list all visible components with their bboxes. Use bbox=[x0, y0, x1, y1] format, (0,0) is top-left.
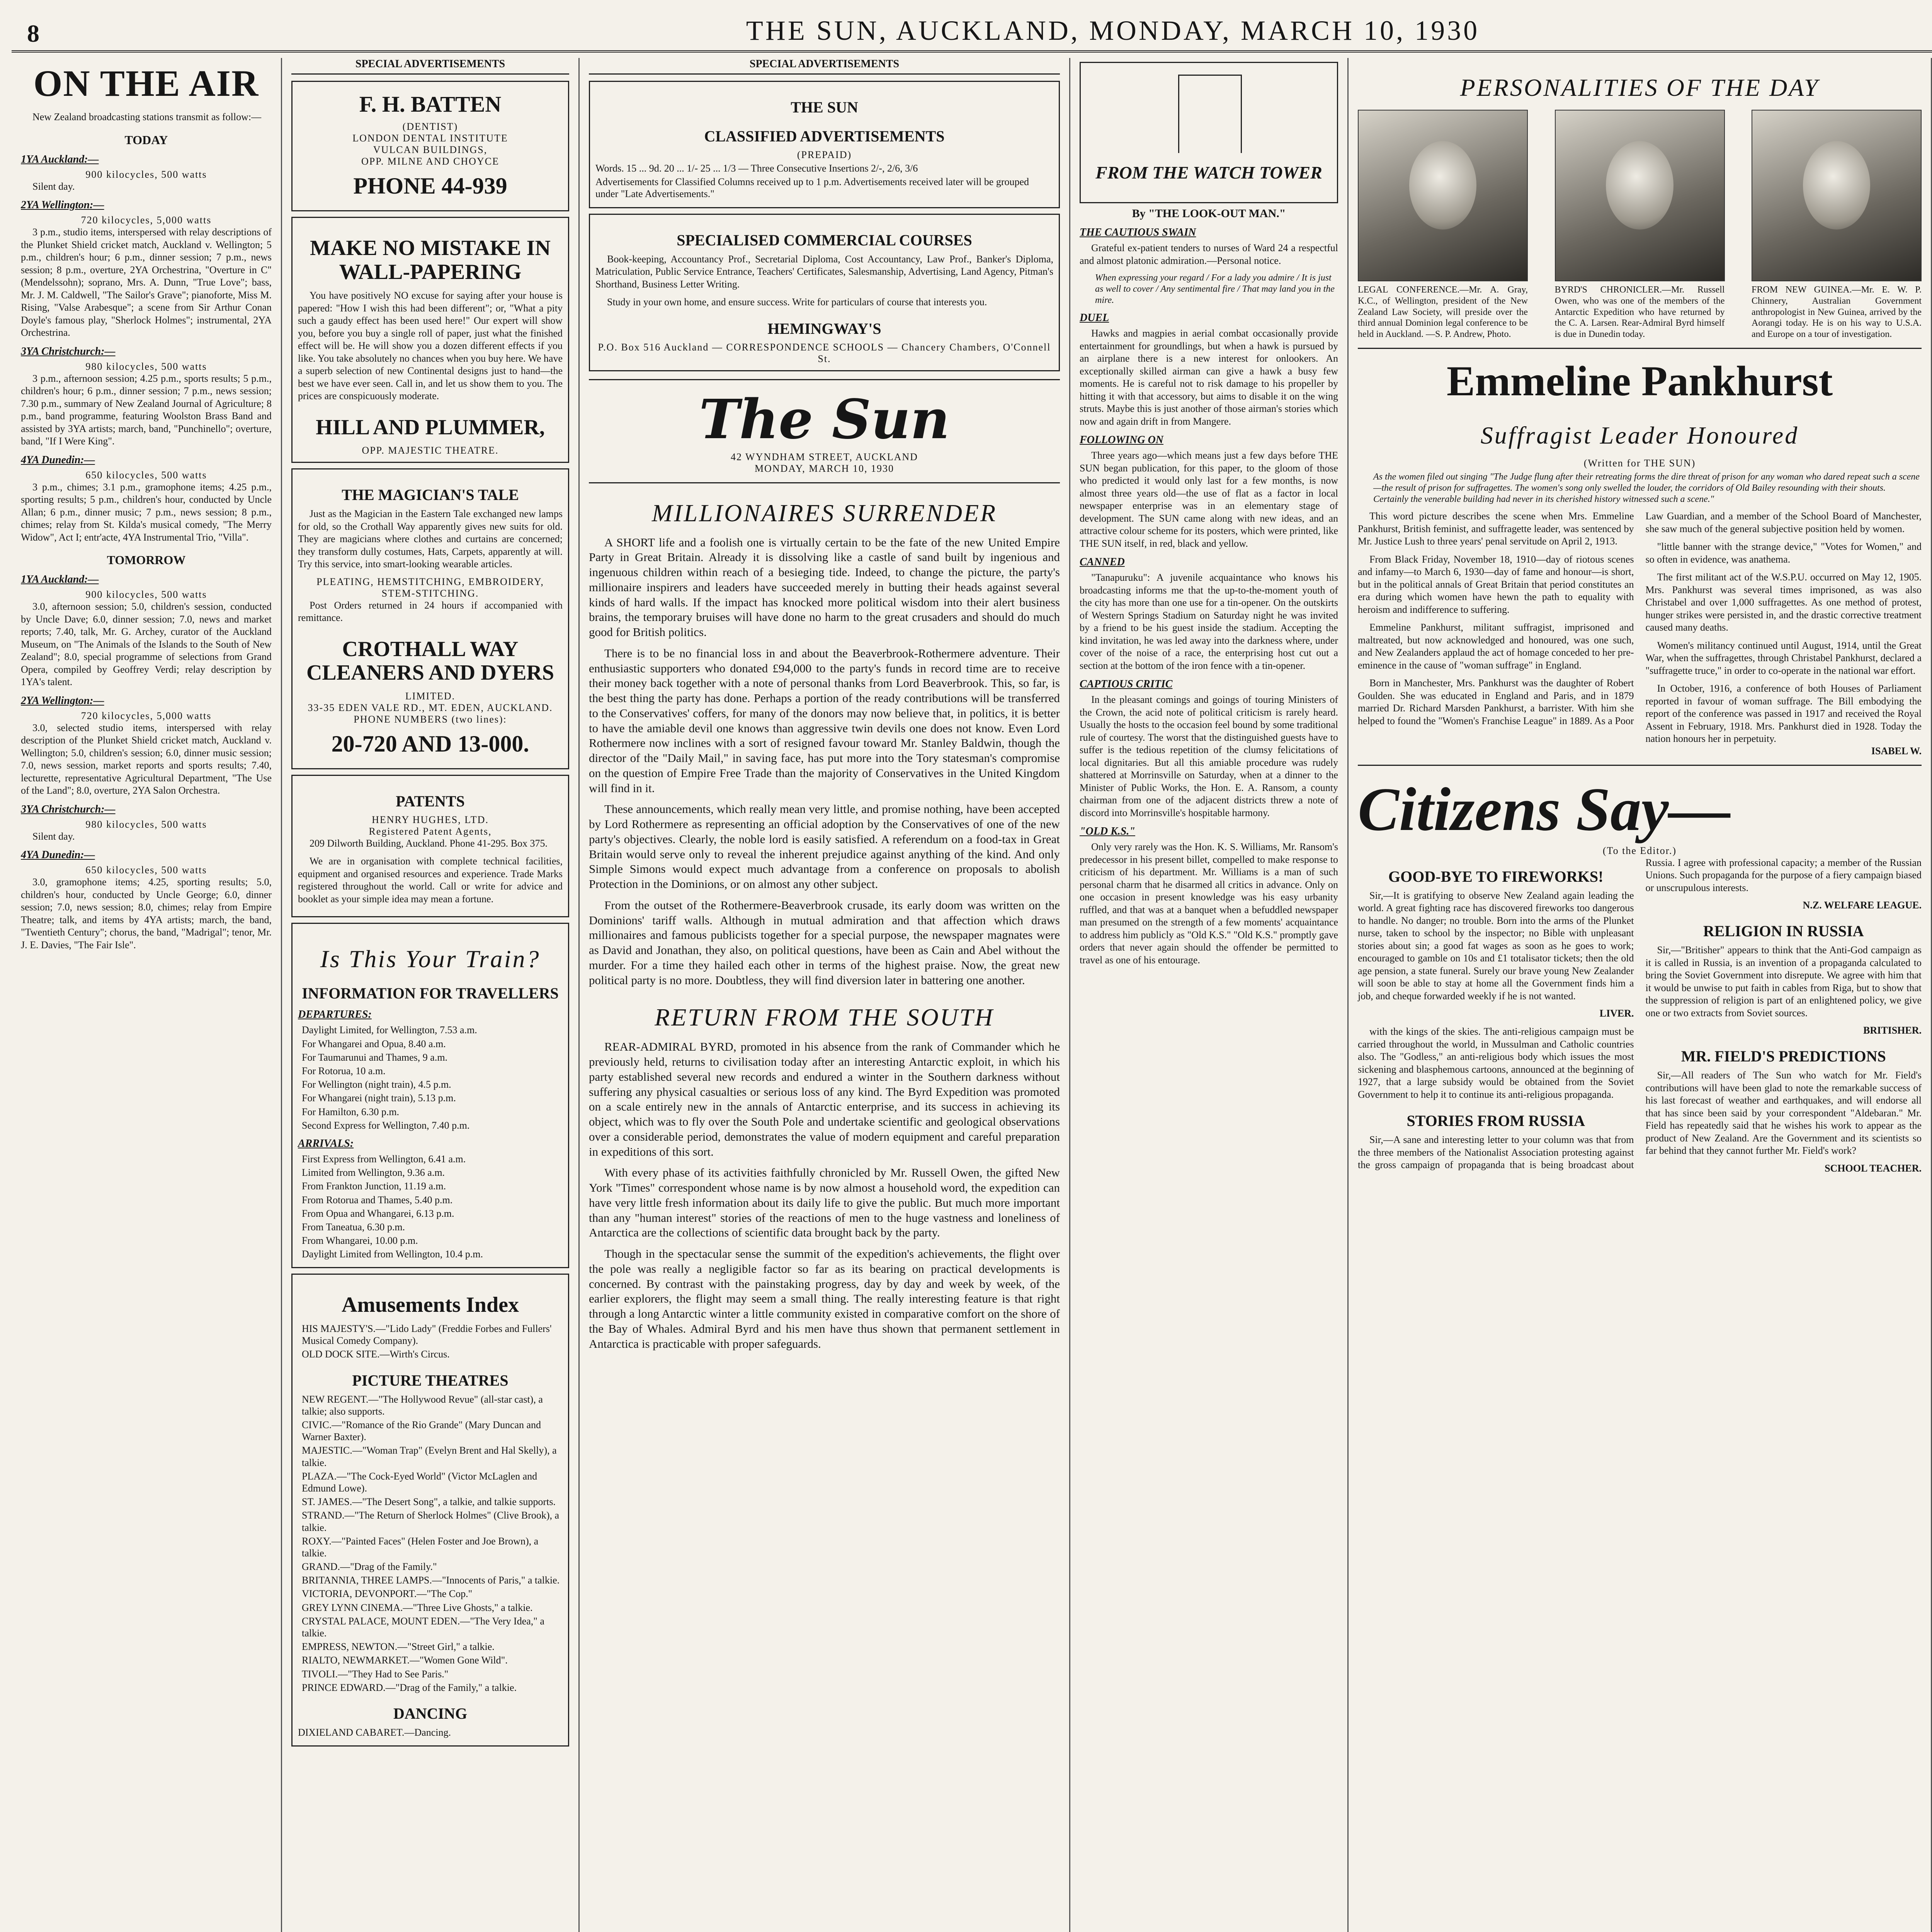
courses-title: SPECIALISED COMMERCIAL COURSES bbox=[677, 231, 972, 249]
letter-title: MR. FIELD'S PREDICTIONS bbox=[1681, 1048, 1886, 1065]
arrival-item: From Taneatua, 6.30 p.m. bbox=[302, 1221, 405, 1233]
departure-item: Daylight Limited, for Wellington, 7.53 a.m. bbox=[302, 1024, 477, 1036]
photo-owen bbox=[1555, 110, 1725, 340]
station-name: 3YA Christchurch:— bbox=[21, 803, 116, 815]
wallpaper-address: OPP. MAJESTIC THEATRE. bbox=[362, 445, 499, 456]
arrival-item: From Rotorua and Thames, 5.40 p.m. bbox=[302, 1194, 453, 1206]
column-personalities bbox=[1349, 58, 1932, 1932]
letter-title: RELIGION IN RUSSIA bbox=[1703, 922, 1864, 940]
station-programme: Silent day. bbox=[32, 830, 75, 842]
portrait-image bbox=[1752, 110, 1922, 281]
pankhurst-quote: As the women filed out singing "The Judge flung after their retreating forms the dire threat of prison for any woman who dared repeat such a scene—the result of prison for suffragettes. The women's song only swelled the louder, the corridors of Old Bailey resounding with their shouts. Certainly the venerable building had never in its cherished history witnessed such a scene." bbox=[1373, 471, 1920, 504]
amusement-item: OLD DOCK SITE.—Wirth's Circus. bbox=[302, 1349, 450, 1360]
editorial-paragraph: A SHORT life and a foolish one is virtually certain to be the fate of the new United Empire Party in Great Britain. Already it is dissolving like a castle of sand built by ingenious and ingenuous children within reach of a besieging tide. Indeed, to change the picture, the party's millionaire inspirers and leaders have succeeded merely in butting their heads against several kinds of hard walls. If the impact has knocked more political wisdom into their alert business brains, the temporary bruises will have done no harm to the great crusaders and should do much good for British politics. bbox=[589, 535, 1060, 639]
arrival-item: From Whangarei, 10.00 p.m. bbox=[302, 1235, 418, 1247]
patents-text: We are in organisation with complete technical facilities, equipment and organised resources and experience. Trade Marks registered throughout the world. Call or write for advice and booklet as your simple idea may mean a fortune. bbox=[298, 855, 563, 905]
amusements-index bbox=[291, 1274, 569, 1747]
watch-section-text: Grateful ex-patient tenders to nurses of Ward 24 a respectful and almost platonic admiration.—Personal notice. bbox=[1080, 242, 1338, 266]
theatre-item: TIVOLI.—"They Had to See Paris." bbox=[302, 1668, 449, 1680]
photo-gray bbox=[1358, 110, 1528, 340]
magician-note: Post Orders returned in 24 hours if accompanied with remittance. bbox=[298, 599, 563, 624]
letter-signature: SCHOOL TEACHER. bbox=[1825, 1162, 1922, 1174]
letter-text: Sir,—A sane and interesting letter to your column was that from the three members of the Nationalist Association protesting against the gross campaign of propaganda that is being broadcast about Russia. I agree with professional capacity; a member of the Russian Unions. Such propaganda for the purpose of a fiery campaign biased or unscrupulous interests. bbox=[1358, 857, 1922, 1171]
masthead bbox=[12, 8, 1932, 53]
courses-address: P.O. Box 516 Auckland — CORRESPONDENCE SCHOOLS — Chancery Chambers, O'Connell St. bbox=[598, 341, 1051, 364]
batten-line1: LONDON DENTAL INSTITUTE bbox=[352, 133, 508, 144]
station-frequency: 650 kilocycles, 500 watts bbox=[85, 864, 207, 876]
on-the-air-intro: New Zealand broadcasting stations transmit as follow:— bbox=[32, 111, 262, 122]
courses-firm: HEMINGWAY'S bbox=[767, 320, 881, 337]
wallpaper-ad bbox=[291, 217, 569, 463]
portrait-image bbox=[1358, 110, 1528, 281]
station-frequency: 720 kilocycles, 5,000 watts bbox=[81, 710, 212, 721]
pankhurst-paragraph: From Black Friday, November 18, 1910—day of riotous scenes and infamy—to March 6, 1930—day of fame and honour—is short, but in the political annals of Great Britain that period constitutes an era during which women have hewn the path to equality with heroism and indifference to suffering. bbox=[1358, 553, 1634, 615]
arrival-item: Limited from Wellington, 9.36 a.m. bbox=[302, 1167, 445, 1179]
theatre-item: NEW REGENT.—"The Hollywood Revue" (all-star cast), a talkie; also supports. bbox=[302, 1393, 543, 1417]
photo-chinnery bbox=[1752, 110, 1922, 340]
train-title: Is This Your Train? bbox=[320, 945, 541, 973]
patents-address: 209 Dilworth Building, Auckland. Phone 41-295. Box 375. bbox=[310, 837, 548, 849]
theatre-item: GREY LYNN CINEMA.—"Three Live Ghosts," a talkie. bbox=[302, 1602, 533, 1613]
column-editorials bbox=[580, 58, 1070, 1932]
dance-item: DIXIELAND CABARET.—Dancing. bbox=[298, 1726, 451, 1738]
masthead-title: THE SUN, AUCKLAND, MONDAY, MARCH 10, 1930 bbox=[746, 15, 1480, 46]
train-info bbox=[291, 923, 569, 1268]
letter-signature: N.Z. WELFARE LEAGUE. bbox=[1803, 900, 1922, 911]
on-the-air-title: ON THE AIR bbox=[33, 63, 259, 104]
magician-text: Just as the Magician in the Eastern Tale exchanged new lamps for old, so the Crothall Way apparently gives new suits for old. They are magicians where clothes and curtains are concerned; they transform dully costumes, Hats, Carpets, apparently at will. Try this service, into smart-looking wearable articles. bbox=[298, 508, 563, 570]
batten-phone: PHONE 44-939 bbox=[353, 173, 507, 199]
crothall-firm: CROTHALL WAY CLEANERS AND DYERS bbox=[306, 637, 554, 685]
pankhurst-signature: ISABEL W. bbox=[1871, 745, 1922, 757]
batten-line3: OPP. MILNE AND CHOYCE bbox=[361, 156, 499, 167]
pankhurst-paragraph: In October, 1916, a conference of both Houses of Parliament reported in favour of woman suffrage. The Bill embodying the report of the conference was passed in 1917 and received the Royal Assent in February, 1918. Mrs. Pankhurst died in 1928. Today the nation honours her in perpetuity. bbox=[1645, 683, 1922, 745]
letter-signature: LIVER. bbox=[1599, 1008, 1634, 1019]
arrivals-heading: ARRIVALS: bbox=[298, 1137, 354, 1150]
letter-title: STORIES FROM RUSSIA bbox=[1406, 1112, 1585, 1130]
sun-address: 42 WYNDHAM STREET, AUCKLAND bbox=[731, 451, 918, 463]
station-frequency: 720 kilocycles, 5,000 watts bbox=[81, 214, 212, 226]
arrival-item: First Express from Wellington, 6.41 a.m. bbox=[302, 1153, 466, 1165]
column-watch-tower bbox=[1070, 58, 1349, 1932]
tomorrow-heading: TOMORROW bbox=[107, 553, 186, 567]
amusements-title: Amusements Index bbox=[342, 1293, 519, 1317]
station-name: 1YA Auckland:— bbox=[21, 573, 99, 585]
departure-item: For Hamilton, 6.30 p.m. bbox=[302, 1106, 400, 1117]
watch-tower-illustration bbox=[1080, 62, 1338, 203]
editorial-paragraph: With every phase of its activities faithfully chronicled by Mr. Russell Owen, the gifted New York "Times" correspondent whose name is by now almost a household word, the expedition can have very little fresh information about its daily life to give the public. But much more important than any "human interest" stories of the reactions of men to the huge vastness and loneliness of Antarctica are the collections of scientific data brought back by the party. bbox=[589, 1166, 1060, 1240]
batten-name: F. H. BATTEN bbox=[359, 92, 502, 117]
crothall-phones-label: PHONE NUMBERS (two lines): bbox=[354, 713, 507, 725]
train-sub: INFORMATION FOR TRAVELLERS bbox=[302, 985, 559, 1002]
amusement-item: HIS MAJESTY'S.—"Lido Lady" (Freddie Forbes and Fullers' Musical Comedy Company). bbox=[302, 1323, 552, 1347]
patents-sub: Registered Patent Agents, bbox=[369, 825, 492, 837]
station-programme: 3 p.m., afternoon session; 4.25 p.m., sports results; 5 p.m., children's hour; 6 p.m., dinner session; 7 p.m., news session; 7.30 p.m., summary of New Zealand Journal of Agriculture; 8 p.m., band programme, featuring Woolston Brass Band and assisted by 3YA artists; march, band, "Punchinello"; overture, band, "If I Were King". bbox=[21, 372, 272, 447]
station-name: 4YA Dunedin:— bbox=[21, 454, 95, 466]
letter-continuation: with the kings of the skies. The anti-religious campaign must be carried throughout the world, in Mussulman and Catholic countries also. The "Godless," an anti-religious body which issues the most sickening and blasphemous cartoons, announced at the beginning of 1927, that a large subsidy would be obtained from the Soviet Government to help it to continue its anti-religious propaganda. bbox=[1358, 1026, 1634, 1100]
station-frequency: 900 kilocycles, 500 watts bbox=[85, 168, 207, 180]
letter-signature: BRITISHER. bbox=[1863, 1025, 1922, 1036]
theatre-item: PRINCE EDWARD.—"Drag of the Family," a talkie. bbox=[302, 1682, 517, 1693]
watch-tower-byline: By "THE LOOK-OUT MAN." bbox=[1132, 207, 1286, 220]
batten-line2: VULCAN BUILDINGS, bbox=[373, 144, 488, 155]
arrival-item: From Opua and Whangarei, 6.13 p.m. bbox=[302, 1208, 454, 1219]
letter-title: GOOD-BYE TO FIREWORKS! bbox=[1388, 867, 1604, 885]
page-number: 8 bbox=[27, 20, 39, 47]
magician-services: PLEATING, HEMSTITCHING, EMBROIDERY, STEM-STITCHING. bbox=[316, 576, 544, 599]
theatre-item: MAJESTIC.—"Woman Trap" (Evelyn Brent and Hal Skelly), a talkie. bbox=[302, 1445, 557, 1468]
special-ads-header: SPECIAL ADVERTISEMENTS bbox=[291, 58, 569, 75]
watch-section-text: Hawks and magpies in aerial combat occasionally provide entertainment for groundlings, but when a hawk is pursued by an airplane there is a new interest for onlookers. An exceptionally skilled airman can give a hawk a busy few moments. He is careful not to risk damage to his propeller by hitting it with that accessory, but aims to disable it on the wing struts. Maybe this is just another of those airman's stories which now and again drift in from Mangere. bbox=[1080, 328, 1338, 427]
photo-caption: FROM NEW GUINEA.—Mr. E. W. P. Chinnery, Australian Government anthropologist in New Guinea, arrived by the Aorangi today. He is on his way to U.S.A. and Europe on a tour of investigation. bbox=[1752, 285, 1922, 340]
station-frequency: 980 kilocycles, 500 watts bbox=[85, 361, 207, 372]
arrival-item: Daylight Limited from Wellington, 10.4 p.m. bbox=[302, 1248, 483, 1260]
departures-heading: DEPARTURES: bbox=[298, 1009, 372, 1021]
theatre-item: PLAZA.—"The Cock-Eyed World" (Victor McLaglen and Edmund Lowe). bbox=[302, 1470, 537, 1494]
theatre-item: ROXY.—"Painted Faces" (Helen Foster and Joe Brown), a talkie. bbox=[302, 1535, 539, 1559]
station-name: 3YA Christchurch:— bbox=[21, 345, 116, 357]
watch-section-text: Only very rarely was the Hon. K. S. Williams, Mr. Ransom's predecessor in his present billet, compelled to make response to criticism of his department. Mr. Williams is a man of such personal charm that he disarmed all critics in advance. Only on one occasion in present knowledge was his easy urbanity ruffled, and that was at a banquet when a befuddled newspaper man presumed on the strength of a few moments' acquaintance to address him publicly as "Old K.S." "Old K.S." promptly gave orders that never again should the offender be permitted to travel as one of his entourage. bbox=[1080, 841, 1338, 966]
personality-photos bbox=[1358, 110, 1922, 340]
watch-section-text: "Tanapuruku": A juvenile acquaintance who knows his broadcasting informs me that the up-to-the-moment youth of the city has more than one use for a tin-opener. On the outskirts of Western Springs Stadium on Saturday night he was invited by a friend to be his guest inside the stadium. Accepting the kind invitation, he was led away into the darkness where, under cover of the noise of a race, the enterprising host cut out a section at the bottom of the iron fence with a tin-opener. bbox=[1080, 572, 1338, 671]
theatre-item: GRAND.—"Drag of the Family." bbox=[302, 1561, 437, 1573]
courses-text: Book-keeping, Accountancy Prof., Secretarial Diploma, Cost Accountancy, Law Prof., Banker's Diploma, Matriculation, Public Service Entrance, Teachers' Certificates, Salesmanship, Advertising, Land Agency, Pitman's Shorthand, Business Letter Writing. bbox=[595, 253, 1053, 290]
pankhurst-written: (Written for THE SUN) bbox=[1583, 457, 1696, 469]
pankhurst-title: Emmeline Pankhurst bbox=[1446, 357, 1833, 405]
editorial-paragraph: There is to be no financial loss in and about the Beaverbrook-Rothermere adventure. Their enthusiastic supporters who donated £94,000 to the party's funds in record time are to receive their money back together with a note of personal thanks from Lord Beaverbrook. This, so far, is the best thing the party has done. Perhaps a portion of the ready contributions will be transferred to the Conservatives' coffers, for many of the donors may now believe that, in politics, it is better to have the amiable devil one knows than aggressive twin devils one does not know. Even Lord Rothermere now inclines with a sort of resigned favour toward Mr. Stanley Baldwin, though the director of the "Daily Mail," in saving face, has put more into the Tory statesman's compromise on the question of Empire Free Trade than the majority of Conservatives in the United Kingdom will find in it. bbox=[589, 646, 1060, 795]
station-frequency: 650 kilocycles, 500 watts bbox=[85, 469, 207, 481]
editorial-paragraph: REAR-ADMIRAL BYRD, promoted in his absence from the rank of Commander which he previously held, returns to civilisation today after an interesting Antarctic exploit, in which his party established several new records and endured a winter in the Southern darkness without suffering any physical casualties or serious loss of any kind. The Byrd Expedition was promoted on a scale entirely new in the annals of Antarctic enterprise, and its success in achieving its object, which was to fly over the South Pole and undertake scientific and geological observations over a considerable period, demonstrates the value of modern equipment and careful preparation in expeditions of this sort. bbox=[589, 1040, 1060, 1158]
classified-note: Advertisements for Classified Columns received up to 1 p.m. Advertisements received later will be grouped under "Late Advertisements." bbox=[595, 176, 1029, 200]
crothall-address: 33-35 EDEN VALE RD., MT. EDEN, AUCKLAND. bbox=[308, 702, 553, 713]
theatre-item: CRYSTAL PALACE, MOUNT EDEN.—"The Very Idea," a talkie. bbox=[302, 1615, 544, 1639]
pankhurst-paragraph: Emmeline Pankhurst, militant suffragist, imprisoned and maltreated, but now acknowledged and honoured, was one such, and New Zealanders applaud the act of homage conceded to her pre-eminence in the cause of "woman suffrage" in England. bbox=[1358, 622, 1634, 671]
crothall-ad bbox=[291, 468, 569, 769]
pankhurst-sub: Suffragist Leader Honoured bbox=[1480, 421, 1799, 449]
watch-section-text: Three years ago—which means just a few days before THE SUN began publication, for this paper, to the gloom of those who predicted it would only last for a few months, is now almost three years old—the use of flat as a factor in local newspaper enterprise was in an elementary stage of development. The SUN came along with new ideas, and an attractive colour scheme for its posters, which were printed, like THE SUN itself, in red, black and yellow. bbox=[1080, 450, 1338, 549]
batten-role: (DENTIST) bbox=[402, 121, 458, 132]
theatre-item: STRAND.—"The Return of Sherlock Holmes" (Clive Brook), a talkie. bbox=[302, 1510, 560, 1533]
patents-firm: HENRY HUGHES, LTD. bbox=[372, 814, 489, 825]
departure-item: Second Express for Wellington, 7.40 p.m. bbox=[302, 1119, 470, 1131]
station-name: 2YA Wellington:— bbox=[21, 199, 104, 211]
letter-text: Sir,—It is gratifying to observe New Zealand again leading the world. A great fighting race has discovered fireworks too dangerous to handle. No danger; no trouble. Born into the arms of the Plunket nurse, taken to school by the inspector; no Bible with unpleasant stories about sin; a good fat wages as soon as he goes to work; encouraged to gamble on 10s and £1 totalisator tickets; then the old age pension, a state funeral. Surely our brave young New Zealander will soon be able to stay at home all the Government finds him a job, and cheque forwarded weekly if he is not wanted. bbox=[1358, 889, 1634, 1002]
patents-ad bbox=[291, 775, 569, 918]
watch-section-title: DUEL bbox=[1080, 312, 1109, 324]
sun-date: MONDAY, MARCH 10, 1930 bbox=[754, 463, 895, 474]
departure-item: For Whangarei (night train), 5.13 p.m. bbox=[302, 1092, 456, 1104]
classified-t3: (PREPAID) bbox=[797, 149, 852, 160]
watch-section-title: FOLLOWING ON bbox=[1080, 434, 1163, 446]
station-programme: Silent day. bbox=[32, 180, 75, 192]
commercial-courses-ad bbox=[589, 214, 1060, 371]
station-programme: 3.0, afternoon session; 5.0, children's session, conducted by Uncle Dave; 6.0, dinner session; 7.0, news and market reports; 7.40, talk, Mr. G. Archey, curator of the Auckland Museum, on "The Animals of the Islands to the South of New Zealand"; 8.0, special programme of selections from Grand Opera, compiled by Geoffrey Verdi; relay description by 1YA's talent. bbox=[21, 601, 272, 687]
portrait-image bbox=[1555, 110, 1725, 281]
theatre-item: BRITANNIA, THREE LAMPS.—"Innocents of Paris," a talkie. bbox=[302, 1575, 560, 1586]
letter-text: Sir,—"Britisher" appears to think that the Anti-God campaign as it is called in Russia, is an invention of a propaganda calculated to bring the Soviet Government into disrepute. We agree with him that it would be unwise to put faith in cables from Riga, but to show that the suppression of religion is part of an enlightened policy, we give one or two extracts from Soviet sources. bbox=[1645, 944, 1922, 1019]
column-on-the-air bbox=[12, 58, 282, 1932]
editorial-paragraph: Though in the spectacular sense the summit of the expedition's achievements, the flight over the pole was really a negligible factor so far as its bearing on practical developments is concerned. By contrast with the painstaking progress, day by day and week by week, of the earlier explorers, the flight may seem a small thing. The really interesting feature is that right through a long Antarctic winter a little community existed in comparative comfort on the shore of the Bay of Whales. Admiral Byrd and his men have thus shown that permanent settlement in Antarctica is practicable with proper safeguards. bbox=[589, 1247, 1060, 1350]
watch-section-title: CAPTIOUS CRITIC bbox=[1080, 678, 1173, 690]
station-name: 2YA Wellington:— bbox=[21, 694, 104, 707]
classified-t1: THE SUN bbox=[791, 99, 858, 116]
editorial-paragraph: From the outset of the Rothermere-Beaverbrook crusade, its early doom was written on the Dominions' tariff walls. Although in mutual admiration and that affection which draws millionaires and famous publicists together for a special purpose, the newspaper magnates were as David and Jonathan, they also, on political questions, have been as Cain and Abel without the murder. For a time they hailed each other in terms of the highest praise. Now, the great new political party is no more. Doubtless, they will find diversion later in battering one another. bbox=[589, 898, 1060, 987]
wallpaper-title: MAKE NO MISTAKE IN WALL-PAPERING bbox=[310, 236, 551, 284]
crothall-numbers: 20-720 AND 13-000. bbox=[331, 731, 529, 757]
crothall-ltd: LIMITED. bbox=[405, 690, 456, 702]
wallpaper-firm: HILL AND PLUMMER, bbox=[316, 415, 545, 439]
wallpaper-text: You have positively NO excuse for saying after your house is papered: "How I wish this had been different"; or, "What a pity such a gaudy effect has been used here!" Our expert will show you, before you buy a single roll of paper, just what the finished effect will be. He will show you a dozen different effects if you like. You take absolutely no chances when you buy here. We have a superb selection of new Continental designs just to hand—the best we have ever seen. Call in, and let us show them to you. The prices are conspicuously moderate. bbox=[298, 290, 563, 402]
today-heading: TODAY bbox=[124, 133, 168, 147]
editorial-1-title: MILLIONAIRES SURRENDER bbox=[651, 499, 997, 527]
sun-logo: The Sun bbox=[699, 388, 950, 451]
picture-theatres-heading: PICTURE THEATRES bbox=[352, 1371, 509, 1389]
station-name: 1YA Auckland:— bbox=[21, 153, 99, 165]
theatre-item: VICTORIA, DEVONPORT.—"The Cop." bbox=[302, 1588, 473, 1600]
watch-section-verse: When expressing your regard / For a lady you admire / It is just as well to cover / Any sentimental fire / That may land you in the mire. bbox=[1095, 273, 1335, 305]
theatre-item: CIVIC.—"Romance of the Rio Grande" (Mary Duncan and Warner Baxter). bbox=[302, 1419, 541, 1443]
pankhurst-paragraph: Born in Manchester, Mrs. Pankhurst was the daughter of Robert Goulden. She was educated in England and Paris, and in 1879 married Dr. Richard Marsden Pankhurst, a barrister. With him she helped to found the "Women's Franchise League" in 1889. As a Poor Law Guardian, and a member of the School Board of Manchester, she saw much of the general subjective position held by women. bbox=[1358, 510, 1922, 726]
patents-title: PATENTS bbox=[396, 792, 465, 810]
courses-study: Study in your own home, and ensure success. Write for particulars of course that interests you. bbox=[607, 296, 987, 308]
batten-ad bbox=[291, 81, 569, 211]
classified-t2: CLASSIFIED ADVERTISEMENTS bbox=[704, 128, 945, 145]
departure-item: For Wellington (night train), 4.5 p.m. bbox=[302, 1079, 451, 1090]
magician-title: THE MAGICIAN'S TALE bbox=[342, 486, 519, 504]
station-name: 4YA Dunedin:— bbox=[21, 849, 95, 861]
watch-section-title: THE CAUTIOUS SWAIN bbox=[1080, 226, 1196, 238]
station-programme: 3 p.m., studio items, interspersed with relay descriptions of the Plunket Shield cricket match, Auckland v. Wellington; 5 p.m., children's hour; 6 p.m., dinner session; 7 p.m., news session; 8 p.m., overture, 2YA Orchestrina, "Overture in C" (Mendelssohn); soprano, Mrs. A. Dunn, "True Love"; bass, Mr. J. M. Caldwell, "The Sailor's Grave"; pianoforte, Miss M. Rising, "Valse Arabesque"; a scene from Sir Arthur Conan Doyle's famous play, "Sherlock Holmes"; instrumental, 2YA Orchestrina. bbox=[21, 226, 272, 338]
citizens-say-title: Citizens Say— bbox=[1358, 774, 1731, 844]
pankhurst-paragraph: The first militant act of the W.S.P.U. occurred on May 12, 1905. Mrs. Pankhurst was several times imprisoned, as was also Christabel and over 1,000 suffragettes. As one method of protest, hunger strikes were persisted in, and the drastic corrective treatment caused many deaths. bbox=[1645, 571, 1922, 633]
tower-icon bbox=[1178, 75, 1242, 153]
watch-section-title: "OLD K.S." bbox=[1080, 825, 1135, 838]
arrival-item: From Frankton Junction, 11.19 a.m. bbox=[302, 1180, 446, 1192]
watch-tower-header: FROM THE WATCH TOWER bbox=[1095, 163, 1322, 182]
pankhurst-paragraph: "little banner with the strange device," "Votes for Women," and so often in evidence, was anathema. bbox=[1645, 541, 1922, 565]
departure-item: For Taumarunui and Thames, 9 a.m. bbox=[302, 1051, 448, 1063]
photo-caption: BYRD'S CHRONICLER.—Mr. Russell Owen, who was one of the members of the Antarctic Expedition who have returned by the C. A. Larsen. Rear-Admiral Byrd himself is due in Dunedin today. bbox=[1554, 285, 1725, 340]
column-advertisements bbox=[282, 58, 580, 1932]
theatre-item: RIALTO, NEWMARKET.—"Women Gone Wild". bbox=[302, 1655, 508, 1666]
dancing-heading: DANCING bbox=[393, 1704, 468, 1722]
theatre-item: ST. JAMES.—"The Desert Song", a talkie, and talkie supports. bbox=[302, 1496, 556, 1508]
classified-rates-text: Words. 15 ... 9d. 20 ... 1/- 25 ... 1/3 — Three Consecutive Insertions 2/-, 2/6, 3/6 bbox=[595, 163, 918, 174]
editorial-2-title: RETURN FROM THE SOUTH bbox=[655, 1003, 994, 1031]
theatre-item: EMPRESS, NEWTON.—"Street Girl," a talkie. bbox=[302, 1641, 495, 1653]
editorial-paragraph: These announcements, which really mean very little, and promise nothing, have been accepted by Lord Rothermere as representing an official adoption by the Conservatives of one of the new party's objectives. Clearly, the noble lord is easily satisfied. A referendum on a food-tax in Great Britain would serve only to reveal the inherent prejudice against anything of the kind. And only Simple Simons would expect much advantage from a conference on proposals to abolish Protection in the Dominions, or on almost any other subject. bbox=[589, 802, 1060, 891]
classified-rates bbox=[589, 81, 1060, 208]
station-programme: 3 p.m., chimes; 3.1 p.m., gramophone items; 4.25 p.m., sporting results; 5 p.m., children's hour, conducted by Uncle Allan; 6 p.m., dinner music; 7 p.m., news session; 8 p.m., chimes; relay from St. Kilda's musical comedy, "The Merry Widow", Act I; entr'acte, 4YA Instrumental Trio, "Villa". bbox=[21, 481, 272, 543]
photo-caption: LEGAL CONFERENCE.—Mr. A. Gray, K.C., of Wellington, president of the New Zealand Law Society, will preside over the third annual Dominion legal conference to be held in Auckland. —S. P. Andrew, Photo. bbox=[1358, 285, 1528, 340]
departure-item: For Whangarei and Opua, 8.40 a.m. bbox=[302, 1038, 446, 1049]
letter-text: Sir,—All readers of The Sun who watch for Mr. Field's contributions will have been glad to note the remarkable success of his last forecast of weather and earthquakes, and will endorse all that has since been said by your correspondent "Aldebaran." Mr. Field has repeatedly said that he wishes his work to appear as the product of New Zealand. Are the Government and its scientists so far behind that they cannot further Mr. Field's work? bbox=[1645, 1070, 1922, 1156]
station-frequency: 980 kilocycles, 500 watts bbox=[85, 818, 207, 830]
special-ads-header-2: SPECIAL ADVERTISEMENTS bbox=[589, 58, 1060, 75]
personalities-title: PERSONALITIES OF THE DAY bbox=[1460, 74, 1820, 101]
departure-item: For Rotorua, 10 a.m. bbox=[302, 1065, 386, 1077]
station-frequency: 900 kilocycles, 500 watts bbox=[85, 589, 207, 600]
pankhurst-paragraph: This word picture describes the scene when Mrs. Emmeline Pankhurst, British feminist, and suffragette leader, was sentenced by Mr. Justice Lush to three years' penal servitude on April 2, 1913. bbox=[1358, 510, 1634, 547]
watch-section-title: CANNED bbox=[1080, 556, 1125, 568]
citizens-say-sub: (To the Editor.) bbox=[1602, 845, 1677, 856]
watch-section-text: In the pleasant comings and goings of touring Ministers of the Crown, the acid note of political criticism is rarely heard. Usually the hosts to the occasion feel bound by some traditional rule of courtesy. The worst that the distinguished guests have to suffer is the tedious repetition of the clumsy felicitations of local dignitaries. But all this amiable procedure was rudely shattered at Morrinsville on Saturday, when at a dinner to the Minister of Public Works, the Hon. E. A. Ransom, a county chairman from one of the adjacent districts threw a note of discord into Morrinsville's hospitable harmony. bbox=[1080, 694, 1338, 818]
station-programme: 3.0, gramophone items; 4.25, sporting results; 5.0, children's hour, conducted by Uncle George; 6.0, dinner session; 7.0, news session; 8.0, chimes; relay from Empire Theatre; talk, and items by 4YA artists; march, the band, "Twentieth Century"; chorus, the band, "Madrigal"; tenor, Mr. J. E. Davies, "The Fair Isle". bbox=[21, 876, 272, 951]
pankhurst-paragraph: Women's militancy continued until August, 1914, until the Great War, when the suffragettes, through Christabel Pankhurst, declared a "suffragette truce," in order to co-operate in the national war effort. bbox=[1645, 639, 1922, 676]
station-programme: 3.0, selected studio items, interspersed with relay description of the Plunket Shield cricket match, Auckland v. Wellington; 5.0, children's session; 6.0, dinner music session; 7.0, news session, market reports and sports results; 7.40, lecturette, representative Agricultural Department, "The Use of the Land"; 8.0, overture, 2YA Salon Orchestra. bbox=[21, 722, 272, 796]
